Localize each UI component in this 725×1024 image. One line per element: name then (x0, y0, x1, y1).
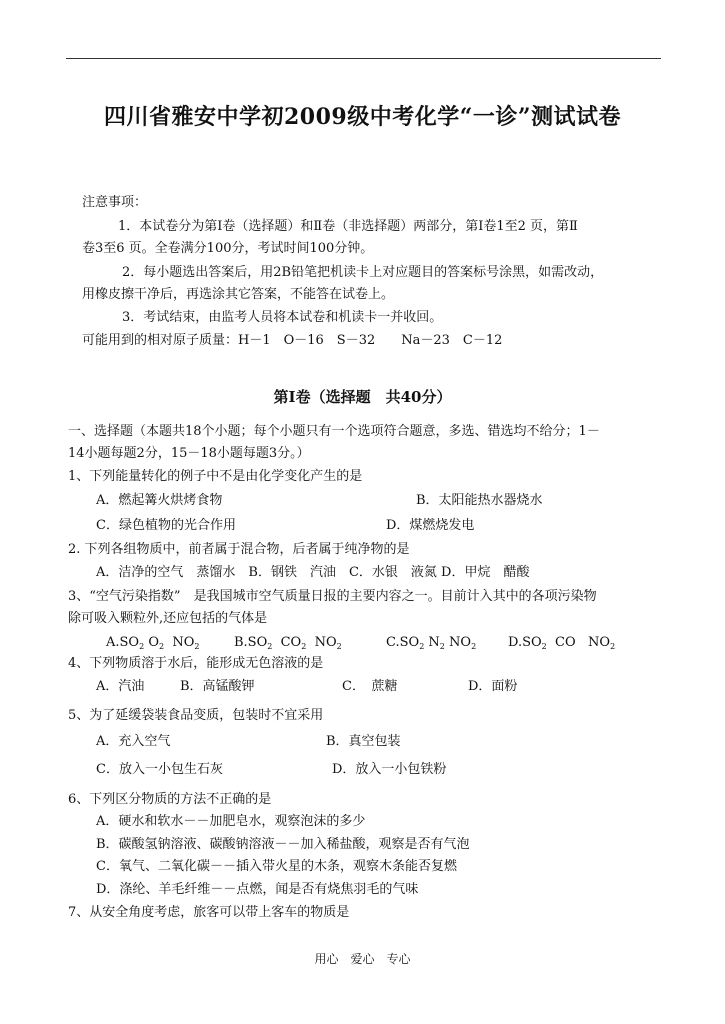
question-3-option-d: $D.SO_2$ CO $NO_2$ (508, 635, 616, 651)
header-rule (66, 58, 661, 59)
question-1-option-c: C．绿色植物的光合作用 (96, 518, 236, 533)
question-6-stem: 6、下列区分物质的方法不正确的是 (68, 792, 272, 807)
question-1-option-b: B．太阳能热水器烧水 (416, 493, 543, 508)
question-5-option-b: B．真空包装 (326, 734, 401, 749)
question-2-options: A．洁净的空气 蒸馏水 B．钢铁 汽油 C．水银 液氮 D．甲烷 醋酸 (96, 565, 530, 580)
question-6-option-d: D．涤纶、羊毛纤维－－点燃，闻是否有烧焦羽毛的气味 (96, 882, 419, 897)
page-title: 四川省雅安中学初2009级中考化学“一诊”测试试卷 (103, 104, 622, 130)
question-7-stem: 7、从安全角度考虑，旅客可以带上客车的物质是 (68, 905, 350, 920)
notice-line: 1．本试卷分为第Ⅰ卷（选择题）和Ⅱ卷（非选择题）两部分，第Ⅰ卷1至2 页，第Ⅱ (118, 219, 578, 234)
notice-line: 卷3至6 页。全卷满分100分，考试时间100分钟。 (82, 241, 374, 256)
atomic-mass-line: 可能用到的相对原子质量：H－1 O－16 S－32 Na－23 C－12 (82, 333, 503, 348)
question-3-option-a: $A.SO_2$ $O_2$ $NO_2$ (106, 635, 200, 651)
question-1-option-d: D．煤燃烧发电 (386, 518, 475, 533)
section-title: 第Ⅰ卷（选择题 共40分） (273, 388, 452, 406)
question-2-stem: 2. 下列各组物质中，前者属于混合物，后者属于纯净物的是 (68, 542, 410, 557)
question-3-option-b: $B.SO_2$ $CO_2$ $NO_2$ (234, 635, 342, 651)
question-5-option-d: D．放入一小包铁粉 (332, 762, 447, 777)
question-4-option-b: B．高锰酸钾 (180, 679, 255, 694)
notice-heading: 注意事项： (82, 195, 148, 210)
question-5-option-a: A．充入空气 (96, 734, 171, 749)
section-intro: 14小题每题2分，15－18小题每题3分。） (68, 446, 310, 461)
notice-line: 用橡皮擦干净后，再选涂其它答案，不能答在试卷上。 (82, 287, 395, 302)
question-5-stem: 5、为了延缓袋装食品变质，包装时不宜采用 (68, 708, 324, 723)
question-4-option-a: A．汽油 (96, 679, 145, 694)
question-4-stem: 4、下列物质溶于水后，能形成无色溶液的是 (68, 656, 324, 671)
question-4-option-d: D．面粉 (468, 679, 518, 694)
question-3-option-c: $C.SO_2$ $N_2$ $NO_2$ (386, 635, 477, 651)
question-3-stem: 3、“空气污染指数” 是我国城市空气质量日报的主要内容之一。目前计入其中的各项污染物 (68, 589, 597, 604)
section-intro: 一、选择题（本题共18个小题；每个小题只有一个选项符合题意，多选、错选均不给分；1－ (68, 424, 600, 439)
question-4-option-c: C． 蔗糖 (342, 679, 398, 694)
notice-line: 3．考试结束，由监考人员将本试卷和机读卡一并收回。 (122, 310, 443, 325)
question-6-option-a: A．硬水和软水－－加肥皂水，观察泡沫的多少 (96, 814, 366, 829)
question-3-stem: 除可吸入颗粒外,还应包括的气体是 (68, 611, 268, 626)
question-5-option-c: C．放入一小包生石灰 (96, 762, 223, 777)
question-1-option-a: A．燃起篝火烘烤食物 (96, 493, 223, 508)
question-1-stem: 1、下列能量转化的例子中不是由化学变化产生的是 (68, 469, 363, 484)
question-6-option-b: B．碳酸氢钠溶液、碳酸钠溶液－－加入稀盐酸，观察是否有气泡 (96, 837, 470, 852)
question-6-option-c: C．氧气、二氧化碳－－插入带火星的木条，观察木条能否复燃 (96, 859, 457, 874)
page-footer: 用心 爱心 专心 (314, 952, 411, 966)
notice-line: 2．每小题选出答案后，用2B铅笔把机读卡上对应题目的答案标号涂黑，如需改动， (122, 265, 604, 280)
